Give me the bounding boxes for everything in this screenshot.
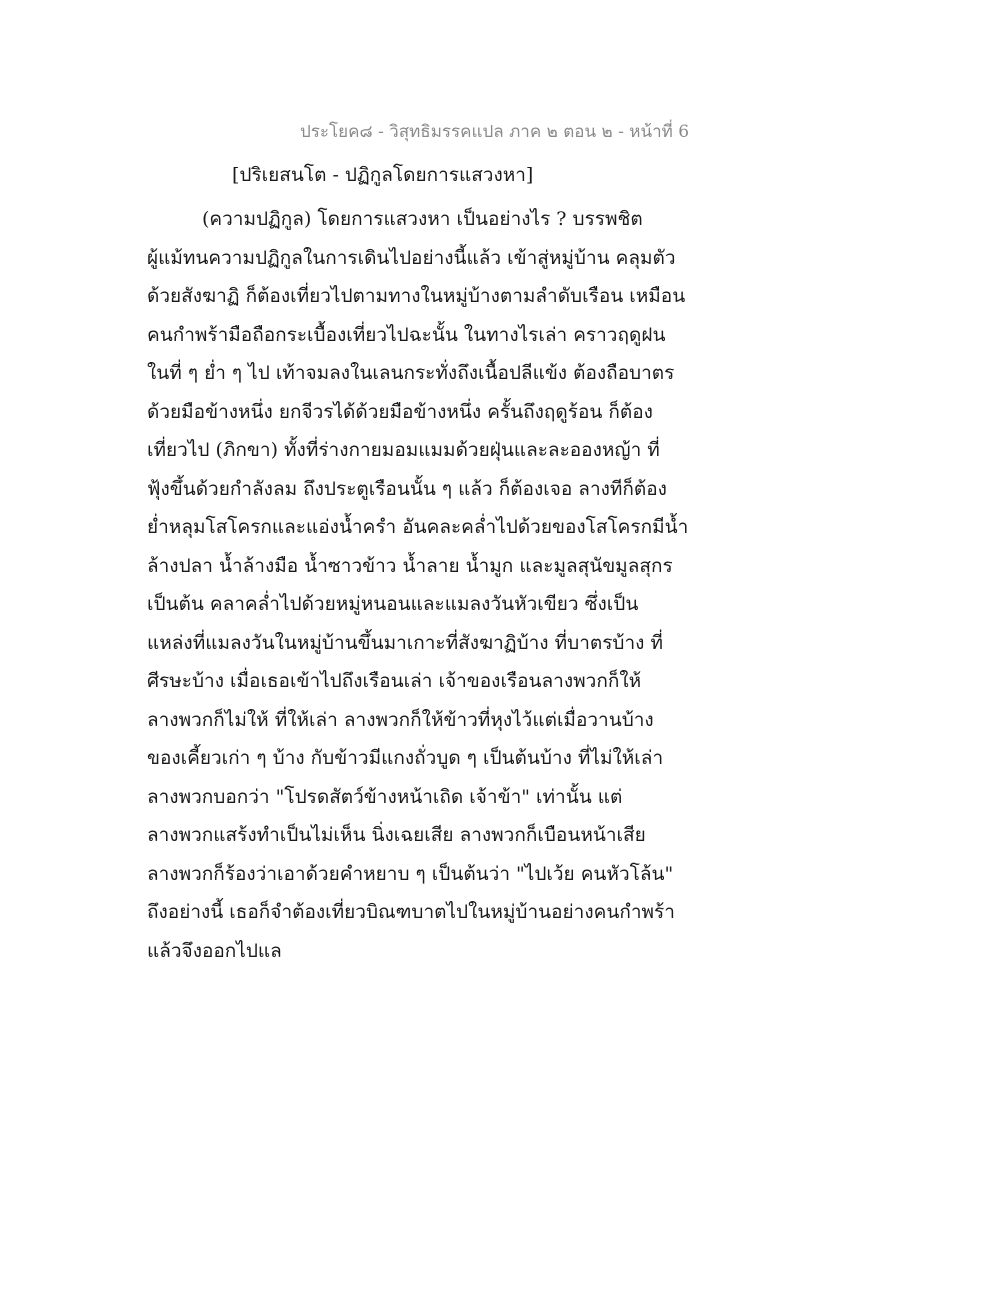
- body-line: เป็นต้น คลาคล่ำไปด้วยหมู่หนอนและแมลงวันหัวเขียว ซึ่งเป็น: [147, 593, 639, 615]
- body-line: ผู้แม้ทนความปฏิกูลในการเดินไปอย่างนี้แล้ว เข้าสู่หมู่บ้าน คลุมตัว: [147, 246, 676, 269]
- body-line: ด้วยสังฆาฏิ ก็ต้องเที่ยวไปตามทางในหมู่บ้างตามลำดับเรือน เหมือน: [147, 285, 686, 307]
- body-line: ลางพวกก็ร้องว่าเอาด้วยคำหยาบ ๆ เป็นต้นว่า "ไปเว้ย คนหัวโล้น": [147, 862, 674, 885]
- body-line: ในที่ ๆ ย่ำ ๆ ไป เท้าจมลงในเลนกระทั่งถึงเนื้อปลีแข้ง ต้องถือบาตร: [147, 362, 675, 384]
- body-line: เที่ยวไป (ภิกขา) ทั้งที่ร่างกายมอมแมมด้วยฝุ่นและละอองหญ้า ที่: [147, 439, 660, 461]
- body-text: [147, 200, 707, 970]
- body-line: ลางพวกก็ไม่ให้ ที่ให้เล่า ลางพวกก็ให้ข้าวที่หุงไว้แต่เมื่อวานบ้าง: [147, 708, 654, 731]
- running-header: ประโยค๘ - วิสุทธิมรรคแปล ภาค ๒ ตอน ๒ - หน้าที่ 6: [300, 122, 690, 142]
- body-line: ลางพวกบอกว่า "โปรดสัตว์ข้างหน้าเถิด เจ้าข้า" เท่านั้น แต่: [147, 785, 623, 808]
- body-line: ศีรษะบ้าง เมื่อเธอเข้าไปถึงเรือนเล่า เจ้าของเรือนลางพวกก็ให้: [147, 670, 642, 692]
- body-line: ย่ำหลุมโสโครกและแอ่งน้ำครำ อันคละคล่ำไปด้วยของโสโครกมีน้ำ: [147, 516, 689, 538]
- section-title: [ปริเยสนโต - ปฏิกูลโดยการแสวงหา]: [232, 164, 534, 186]
- body-line: แล้วจึงออกไปแล: [147, 939, 282, 962]
- body-line: ล้างปลา น้ำล้างมือ น้ำซาวข้าว น้ำลาย น้ำมูก และมูลสุนัขมูลสุกร: [147, 554, 673, 577]
- body-line: ของเคี้ยวเก่า ๆ บ้าง กับข้าวมีแกงถั่วบูด ๆ เป็นต้นบ้าง ที่ไม่ให้เล่า: [147, 747, 664, 769]
- body-line: ด้วยมือข้างหนึ่ง ยกจีวรได้ด้วยมือข้างหนึ่ง ครั้นถึงฤดูร้อน ก็ต้อง: [147, 400, 653, 423]
- body-line: ลางพวกแสร้งทำเป็นไม่เห็น นิ่งเฉยเสีย ลางพวกก็เบือนหน้าเสีย: [147, 824, 646, 846]
- body-line: ถึงอย่างนี้ เธอก็จำต้องเที่ยวบิณฑบาตไปในหมู่บ้านอย่างคนกำพร้า: [147, 901, 675, 923]
- body-line: ฟุ้งขึ้นด้วยกำลังลม ถึงประตูเรือนนั้น ๆ แล้ว ก็ต้องเจอ ลางทีก็ต้อง: [147, 477, 667, 500]
- body-line: แหล่งที่แมลงวันในหมู่บ้านขึ้นมาเกาะที่สังฆาฏิบ้าง ที่บาตรบ้าง ที่: [147, 631, 663, 654]
- body-line: (ความปฏิกูล) โดยการแสวงหา เป็นอย่างไร ? บรรพชิต: [202, 208, 643, 230]
- body-line: คนกำพร้ามือถือกระเบื้องเที่ยวไปฉะนั้น ในทางไรเล่า คราวฤดูฝน: [147, 323, 666, 346]
